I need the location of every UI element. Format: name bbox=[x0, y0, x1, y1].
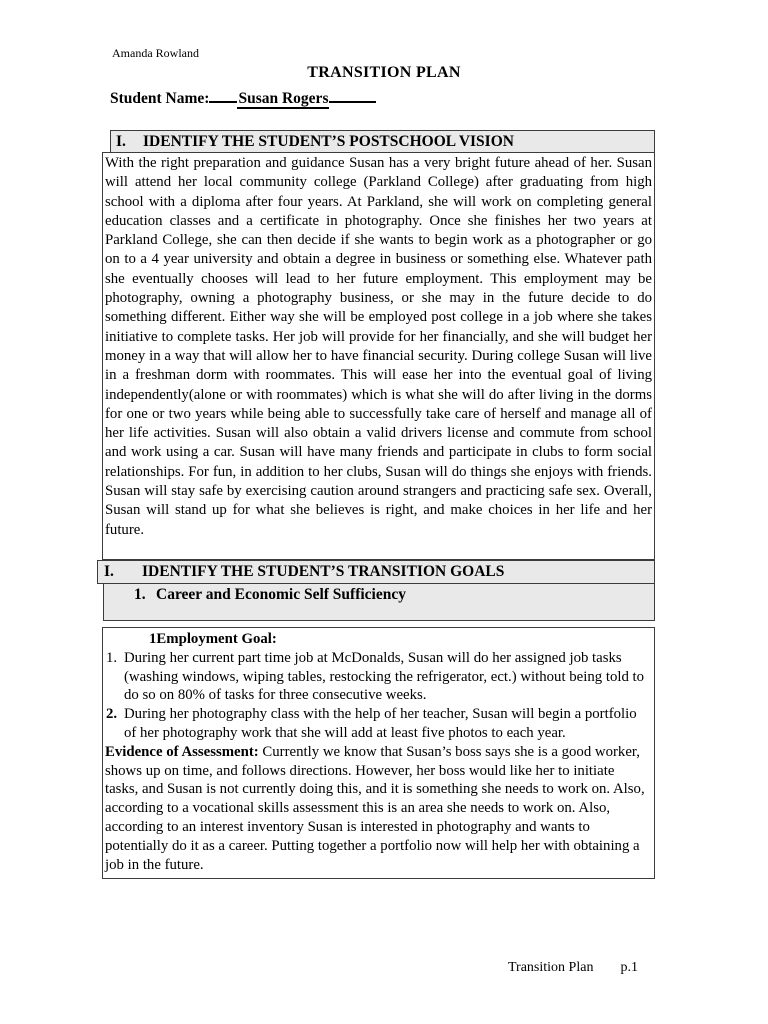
footer-page-number: p.1 bbox=[620, 960, 638, 975]
footer-doc-name: Transition Plan bbox=[508, 960, 594, 975]
evidence-paragraph bbox=[105, 743, 651, 875]
subsection-number: 1. bbox=[134, 586, 146, 603]
goal-item bbox=[105, 705, 651, 743]
section-number: I. bbox=[116, 132, 126, 150]
student-name-line bbox=[110, 88, 376, 108]
goal-item-number: 2. bbox=[106, 706, 118, 723]
student-name-label: Student Name: bbox=[110, 90, 210, 107]
career-subsection-header bbox=[103, 583, 655, 621]
evidence-text: Currently we know that Susan’s boss says she is a good worker, shows up on time, and follows directions. However, her boss would like her to initiate tasks, and Susan is not currently doing this, and it is something she needs to work on. Also, according to a vocational skills assessment this is an area she needs to work on. Also, according to an interest inventory Susan is interested in photography and wants to potentially do it as a career. Putting together a portfolio now will help her with obtaining a job in the future. bbox=[105, 743, 645, 873]
evidence-label: Evidence of Assessment: bbox=[105, 743, 259, 760]
doc-title: TRANSITION PLAN bbox=[307, 64, 461, 81]
page-footer bbox=[508, 960, 638, 976]
goal-item bbox=[105, 649, 651, 705]
underline-blank bbox=[329, 88, 376, 103]
section-heading: IDENTIFY THE STUDENT’S TRANSITION GOALS bbox=[142, 563, 505, 580]
section-number: I. bbox=[104, 563, 114, 580]
subsection-heading: Career and Economic Self Sufficiency bbox=[156, 586, 406, 603]
goals-section-header bbox=[97, 560, 655, 584]
author-line: Amanda Rowland bbox=[112, 46, 199, 60]
vision-section-header bbox=[110, 130, 655, 153]
underline-blank bbox=[209, 88, 237, 103]
student-name-value: Susan Rogers bbox=[238, 90, 329, 107]
employment-goal-heading: 1Employment Goal: bbox=[149, 631, 277, 647]
vision-body-paragraph: With the right preparation and guidance Susan has a very bright future ahead of her. Susan will attend her local community college (Parkland College) after graduating from high school with a diploma after four years. At Parkland, she will work on completing general education classes and a certificate in photography. Once she finishes her two years at Parkland College, she can then decide if she wants to begin work as a photographer or go on to a 4 year university and obtain a degree in business or something else. Whatever path she eventually chooses will lead to her future employment. This employment may be photography, owning a photography business, or she may in the future decide to do something different. Either way she will be employed post college in a job where she takes initiative to complete tasks. Her job will provide for her financially, and she will budget her money in a way that will allow her to have financial security. During college Susan will live in a freshman dorm with roommates. This will ease her into the eventual goal of living independently(alone or with roommates) which is what she will do after living in the dorms for one or two years while being able to successfully take care of herself and manage all of her life activities. Susan will also obtain a valid drivers license and commute from school and work using a car. Susan will have many friends and participate in clubs to form social relationships. For fun, in addition to her clubs, Susan will do things she enjoys with friends. Susan will stay safe by exercising caution around strangers and practicing safe sex. Overall, Susan will stand up for what she believes is right, and make choices in her life and her future. bbox=[102, 152, 655, 560]
goal-item-text: During her photography class with the help of her teacher, Susan will begin a portfolio of her photography work that she will add at least five photos to each year. bbox=[124, 706, 637, 741]
goal-item-text: During her current part time job at McDonalds, Susan will do her assigned job tasks (washing windows, wiping tables, restocking the refrigerator, ect.) without being told to do so on 80% of tasks for three consecutive weeks. bbox=[124, 649, 645, 704]
goal-item-number: 1. bbox=[106, 649, 118, 666]
employment-goal-box bbox=[102, 627, 655, 879]
section-heading: IDENTIFY THE STUDENT’S POSTSCHOOL VISION bbox=[143, 132, 514, 150]
